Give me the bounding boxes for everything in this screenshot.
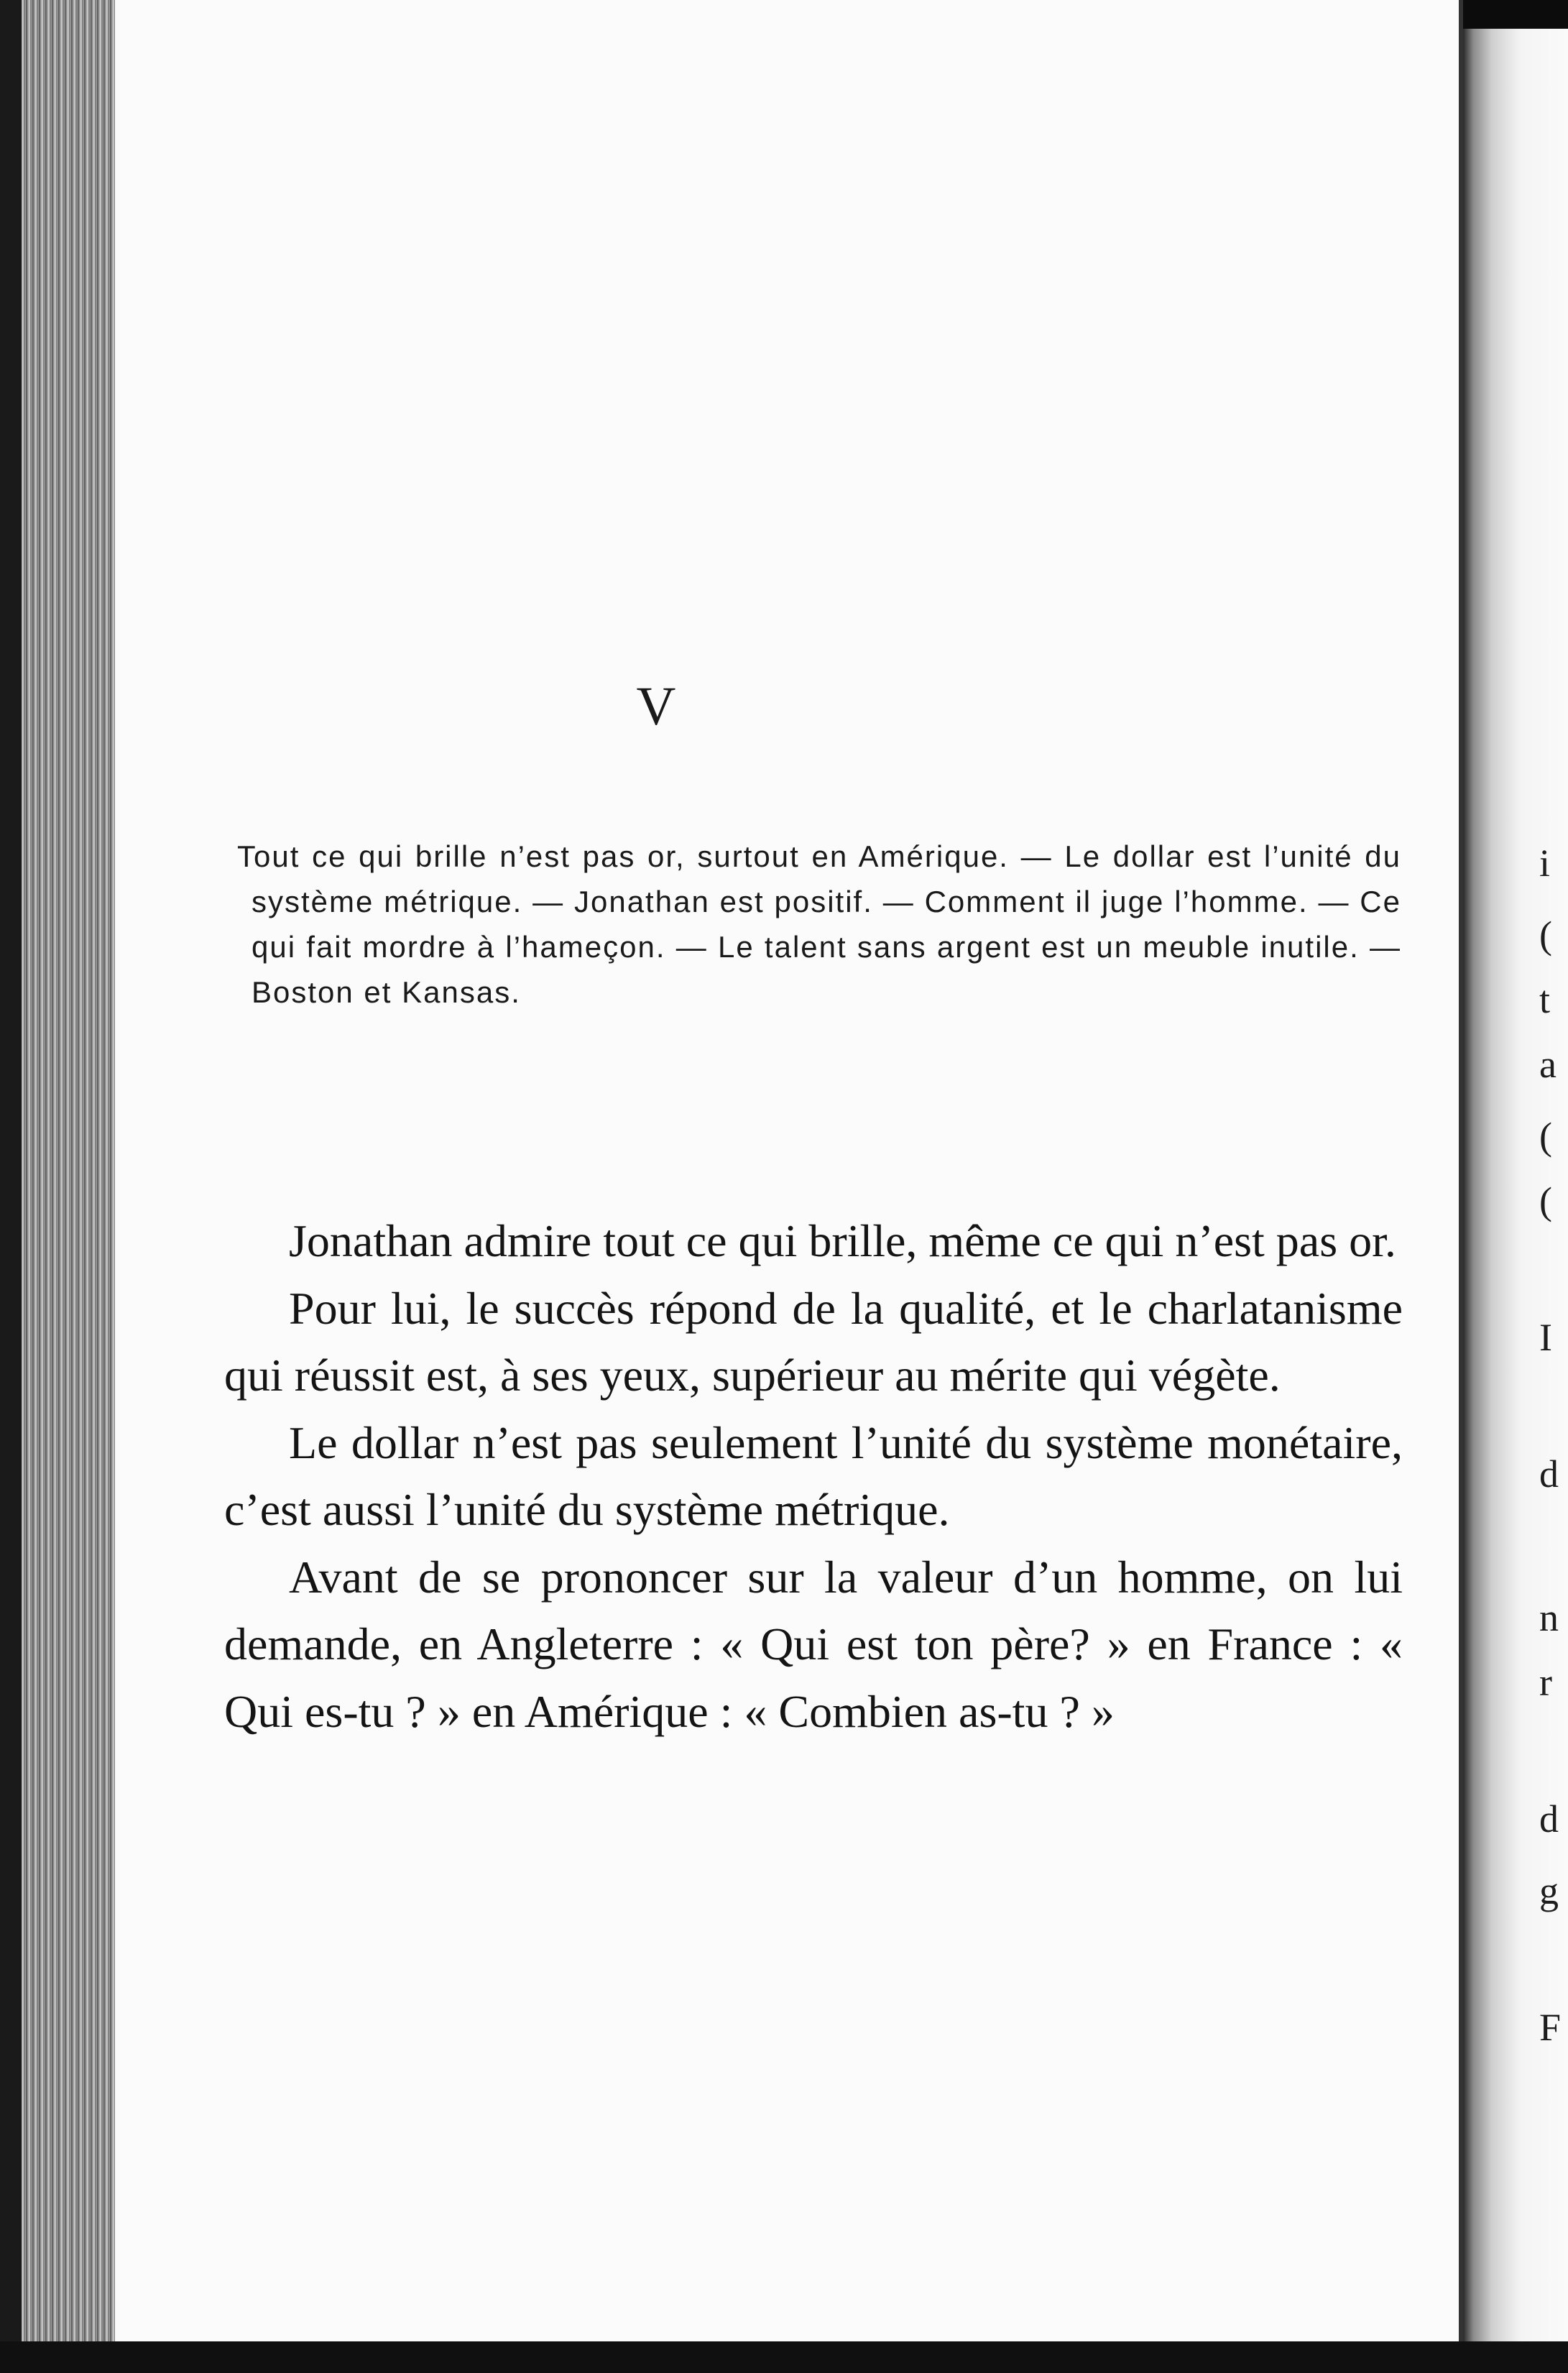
facing-page-fragment: r <box>1539 1661 1552 1704</box>
facing-page-fragment: i <box>1539 842 1551 885</box>
paragraph: Pour lui, le succès répond de la qualité, et le charlatanisme qui réussit est, à ses yeux, supérieur au mérite qui végète. <box>224 1282 1403 1401</box>
facing-page-fragment: n <box>1539 1596 1559 1639</box>
facing-page-fragment: ( <box>1539 913 1552 957</box>
paragraph: Avant de se prononcer sur la valeur d’un homme, on lui demande, en Angleterre : « Qui est ton père? » en France : « Qui es-tu ? » en Amérique : « Combien as-tu ? » <box>224 1551 1403 1737</box>
book-left-edge <box>0 0 119 2373</box>
facing-page-fragment: I <box>1539 1316 1552 1359</box>
facing-page-fragment: d <box>1539 1452 1559 1496</box>
scan-bottom-border <box>0 2341 1568 2373</box>
facing-page-fragment: a <box>1539 1043 1557 1086</box>
facing-page-edge <box>1463 29 1568 2343</box>
paragraph: Jonathan admire tout ce qui brille, même ce qui n’est pas or. <box>289 1215 1396 1266</box>
facing-page-fragment: t <box>1539 978 1551 1021</box>
facing-page-fragment: g <box>1539 1869 1559 1912</box>
chapter-number: V <box>636 676 676 737</box>
facing-page-fragment: d <box>1539 1797 1559 1840</box>
paragraph: Le dollar n’est pas seulement l’unité du système monétaire, c’est aussi l’unité du système métrique. <box>224 1416 1403 1535</box>
facing-page-fragment: F <box>1539 2006 1562 2049</box>
facing-page-fragment: ( <box>1539 1179 1552 1222</box>
chapter-summary: Tout ce qui brille n’est pas or, surtout en Amérique. — Le dollar est l’unité du système métrique. — Jonathan est positif. — Comment il juge l’homme. — Ce qui fait mordre à l’hameçon. — Le talent sans argent est un meuble inutile. — Boston et Kansas. <box>237 839 1401 1009</box>
book-page <box>115 0 1463 2343</box>
chapter-body <box>224 1207 1403 1745</box>
facing-page-fragment: ( <box>1539 1115 1552 1158</box>
